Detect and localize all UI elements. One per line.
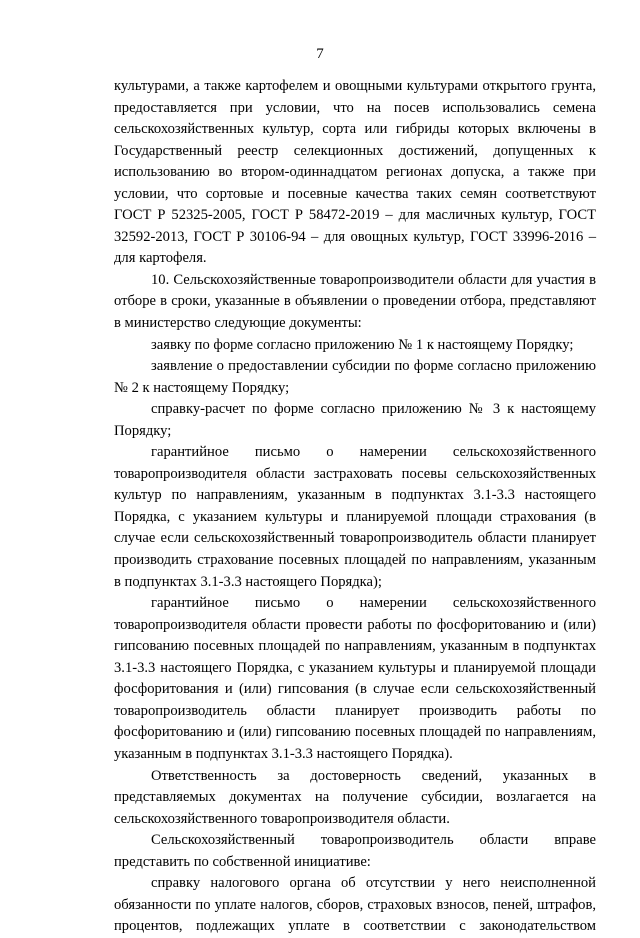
paragraph-application: заявку по форме согласно приложению № 1 к настоящему Порядку;: [151, 336, 574, 353]
page-number: 7: [316, 46, 324, 62]
document-body: [114, 76, 596, 938]
paragraph-continuation: культурами, а также картофелем и овощными культурами открытого грунта, предоставляется при условии, что на посев использовались семена сельскохозяйственных культур, сорта или гибриды которых включены в Государственный реестр селекционных достижений, допущенных к использованию во втором-одиннадцатом регионах допуска, а также при условии, что сортовые и посевные качества таких семян соответствуют ГОСТ Р 52325-2005, ГОСТ Р 58472-2019 – для масличных культур, ГОСТ 32592-2013, ГОСТ Р 30106-94 – для овощных культур, ГОСТ 33996-2016 – для картофеля.: [114, 78, 596, 267]
paragraph-phosphorite-letter: гарантийное письмо о намерении сельскохозяйственного товаропроизводителя области провести работы по фосфоритованию и (или) гипсованию посевных площадей по направлениям, указанным в подпунктах 3.1-3.3 настоящего Порядка, с указанием культуры и планируемой площади фосфоритования и (или) гипсования (в случае если сельскохозяйственный товаропроизводитель области планирует производить работы по фосфоритованию и (или) гипсованию посевных площадей по направлениям, указанным в подпунктах 3.1-3.3 настоящего Порядка).: [114, 595, 596, 762]
paragraph-tax-certificate: справку налогового органа об отсутствии у него неисполненной обязанности по уплате налогов, сборов, страховых взносов, пеней, штрафов, процентов, подлежащих уплате в соответствии с законодательством: [114, 875, 596, 935]
paragraph-own-initiative: Сельскохозяйственный товаропроизводитель области вправе представить по собственной инициативе:: [114, 832, 596, 870]
paragraph-insurance-letter: гарантийное письмо о намерении сельскохозяйственного товаропроизводителя области застраховать посевы сельскохозяйственных культур по направлениям, указанным в подпунктах 3.1-3.3 настоящего Порядка, с указанием культуры и планируемой площади страхования (в случае если сельскохозяйственный товаропроизводитель области планирует производить страхование посевных площадей по направлениям, указанным в подпунктах 3.1-3.3 настоящего Порядка);: [114, 444, 596, 590]
paragraph-responsibility: Ответственность за достоверность сведений, указанных в представляемых документах на получение субсидии, возлагается на сельскохозяйственного товаропроизводителя области.: [114, 767, 596, 827]
paragraph-subsidy-statement: заявление о предоставлении субсидии по форме согласно приложению № 2 к настоящему Порядку;: [114, 358, 596, 396]
paragraph-item-10: 10. Сельскохозяйственные товаропроизводители области для участия в отборе в сроки, указанные в объявлении о проведении отбора, представляют в министерство следующие документы:: [114, 271, 596, 332]
paragraph-calculation-certificate: справку-расчет по форме согласно приложению № 3 к настоящему Порядку;: [114, 401, 596, 439]
